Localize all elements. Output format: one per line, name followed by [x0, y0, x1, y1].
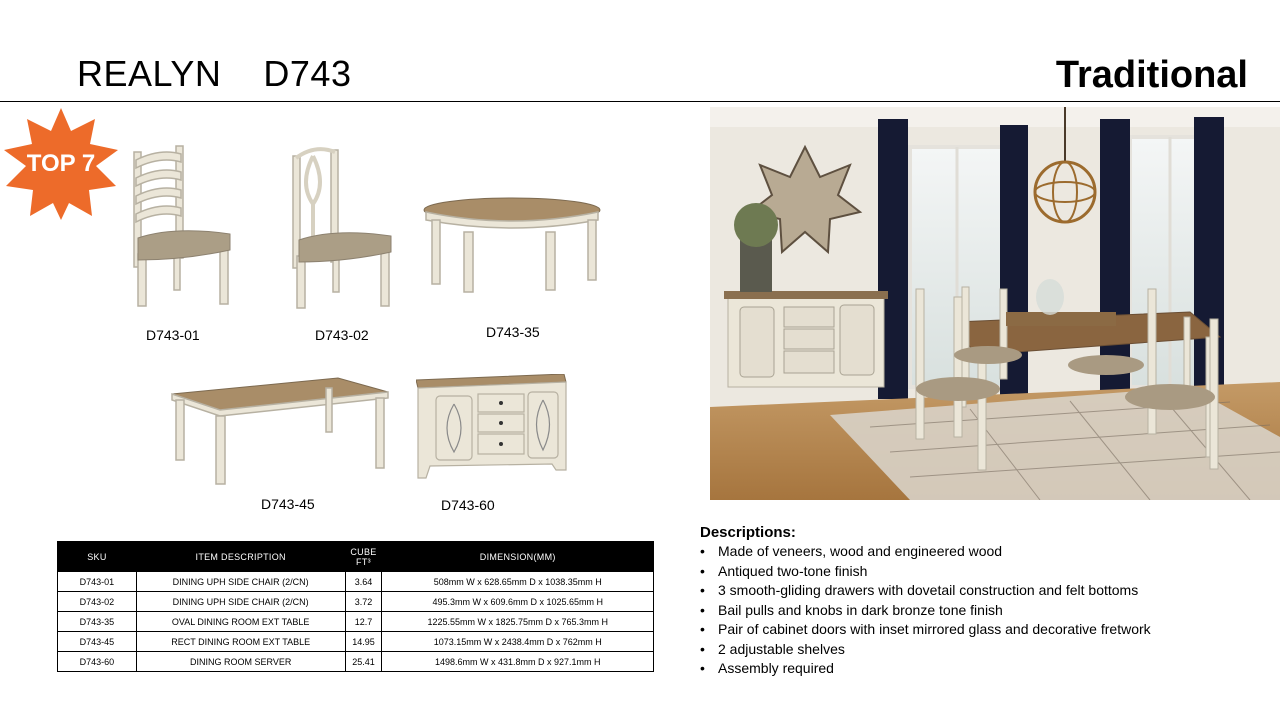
cell-sku: D743-02 — [58, 592, 137, 612]
list-item: • Bail pulls and knobs in dark bronze tone finish — [700, 601, 1170, 621]
list-item: • Pair of cabinet doors with inset mirrored glass and decorative fretwork — [700, 620, 1170, 640]
product-sku-label: D743-01 — [146, 327, 200, 343]
list-item: • Made of veneers, wood and engineered wood — [700, 542, 1170, 562]
descriptions-list — [700, 542, 1170, 679]
list-item: • Antiqued two-tone finish — [700, 562, 1170, 582]
rectangular-table-image — [170, 376, 390, 488]
product-sku-label: D743-45 — [261, 496, 315, 512]
ribbon-back-chair-image — [283, 144, 397, 316]
product-sku-label: D743-60 — [441, 497, 495, 513]
oval-table-image — [422, 196, 602, 294]
list-item: • 2 adjustable shelves — [700, 640, 1170, 660]
cell-dimension: 1225.55mm W x 1825.75mm D x 765.3mm H — [382, 612, 654, 632]
collection-name: REALYN — [77, 53, 222, 94]
cell-sku: D743-01 — [58, 572, 137, 592]
table-row — [58, 592, 654, 612]
cell-cube: 14.95 — [345, 632, 382, 652]
style-label: Traditional — [1055, 54, 1248, 96]
spec-table — [57, 541, 654, 672]
list-item: • Assembly required — [700, 659, 1170, 679]
cell-cube: 3.72 — [345, 592, 382, 612]
page-title — [77, 53, 351, 95]
cell-sku: D743-45 — [58, 632, 137, 652]
descriptions-heading: Descriptions: — [700, 524, 796, 541]
table-row — [58, 612, 654, 632]
cell-dimension: 1498.6mm W x 431.8mm D x 927.1mm H — [382, 652, 654, 672]
column-header-sku: SKU — [58, 542, 137, 572]
series-code: D743 — [263, 53, 352, 94]
table-header-row — [58, 542, 654, 572]
cell-dimension: 495.3mm W x 609.6mm D x 1025.65mm H — [382, 592, 654, 612]
table-row — [58, 572, 654, 592]
cell-item-description: DINING UPH SIDE CHAIR (2/CN) — [136, 592, 345, 612]
table-row — [58, 652, 654, 672]
table-row — [58, 632, 654, 652]
cell-item-description: OVAL DINING ROOM EXT TABLE — [136, 612, 345, 632]
cell-dimension: 508mm W x 628.65mm D x 1038.35mm H — [382, 572, 654, 592]
product-sku-label: D743-02 — [315, 327, 369, 343]
descriptions-section — [700, 524, 1170, 679]
dining-room-scene-image — [710, 107, 1280, 500]
column-header-dimension: DIMENSION(MM) — [382, 542, 654, 572]
cell-dimension: 1073.15mm W x 2438.4mm D x 762mm H — [382, 632, 654, 652]
cell-cube: 12.7 — [345, 612, 382, 632]
cell-cube: 3.64 — [345, 572, 382, 592]
badge-label: TOP 7 — [26, 150, 96, 177]
ladder-back-chair-image — [124, 142, 236, 314]
cell-cube: 25.41 — [345, 652, 382, 672]
cell-sku: D743-60 — [58, 652, 137, 672]
column-header-cube: CUBE FT³ — [345, 542, 382, 572]
cell-item-description: DINING ROOM SERVER — [136, 652, 345, 672]
dining-server-image — [416, 374, 568, 482]
column-header-item-description: ITEM DESCRIPTION — [136, 542, 345, 572]
header-divider — [0, 101, 1280, 102]
list-item: • 3 smooth-gliding drawers with dovetail construction and felt bottoms — [700, 581, 1170, 601]
cell-item-description: RECT DINING ROOM EXT TABLE — [136, 632, 345, 652]
cell-sku: D743-35 — [58, 612, 137, 632]
product-sku-label: D743-35 — [486, 324, 540, 340]
cell-item-description: DINING UPH SIDE CHAIR (2/CN) — [136, 572, 345, 592]
